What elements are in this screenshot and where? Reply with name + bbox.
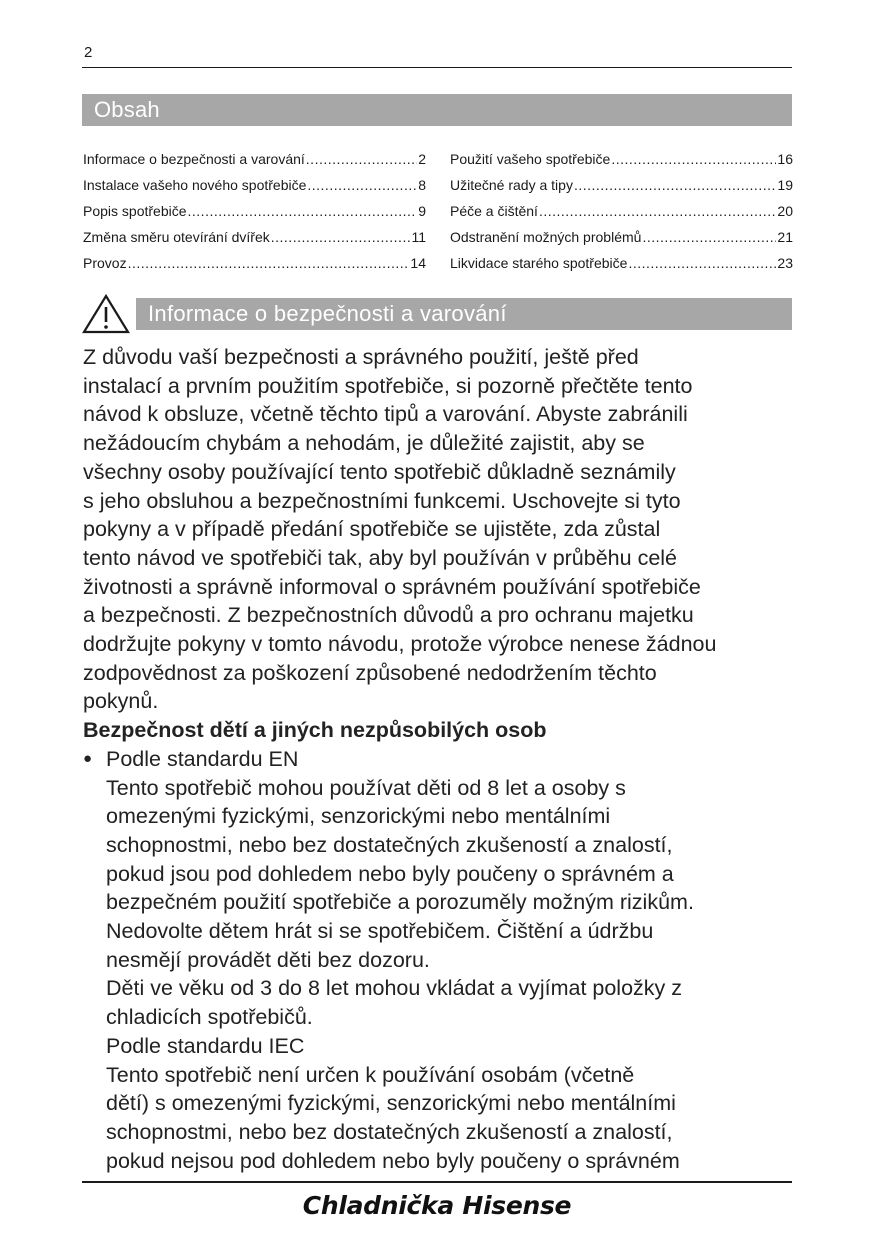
bullet-line: schopnostmi, nebo bez dostatečných zkušeností a znalostí, [106, 1119, 673, 1144]
toc-entry-page: 20 [777, 203, 793, 219]
intro-line: nežádoucím chybám a nehodám, je důležité zajistit, aby se [83, 431, 645, 456]
bullet-line: Děti ve věku od 3 do 8 let mohou vkládat a vyjímat položky z [106, 976, 683, 1001]
toc-entry-title: Použití vašeho spotřebiče [450, 151, 611, 167]
intro-line: všechny osoby používající tento spotřebič důkladně seznámily [83, 459, 676, 484]
toc-entry-page: 14 [410, 255, 426, 271]
intro-line: pokynů. [83, 689, 159, 714]
intro-line: tento návod ve spotřebiči tak, aby byl používán v průběhu celé [83, 545, 678, 570]
toc-entry-title: Změna směru otevírání dvířek [83, 229, 270, 245]
bullet-line: pokud nejsou pod dohledem nebo byly poučeny o správném [106, 1148, 680, 1173]
bullet-line: Tento spotřebič není určen k používání osobám (včetně [106, 1062, 635, 1087]
toc-entry-title: Instalace vašeho nového spotřebiče [83, 177, 307, 193]
toc-entry[interactable] [83, 224, 426, 250]
intro-line: životnosti a správně informoval o správném používání spotřebiče [83, 574, 701, 599]
toc-entry[interactable] [450, 146, 793, 172]
toc-entry-title: Popis spotřebiče [83, 203, 187, 219]
bullet-line: Tento spotřebič mohou používat děti od 8 let a osoby s [106, 775, 626, 800]
intro-line: návod k obsluze, včetně těchto tipů a varování. Abyste zabránili [83, 402, 688, 427]
toc-entry-page: 21 [777, 229, 793, 245]
toc-entry-title: Užitečné rady a tipy [450, 177, 573, 193]
warning-triangle-icon [82, 294, 130, 334]
safety-heading-bar [136, 298, 792, 330]
intro-line: dodržujte pokyny v tomto návodu, protože výrobce nenese žádnou [83, 632, 717, 657]
toc-leader-dots [628, 250, 776, 276]
toc-entry-page: 23 [777, 255, 793, 271]
bullet-line: chladicích spotřebičů. [106, 1005, 313, 1030]
toc-entry[interactable] [450, 172, 793, 198]
toc-heading-bar [82, 94, 792, 126]
toc-leader-dots [271, 224, 411, 250]
intro-line: a bezpečnosti. Z bezpečnostních důvodů a pro ochranu majetku [83, 603, 694, 628]
toc-entry[interactable] [83, 172, 426, 198]
toc-entry-page: 16 [777, 151, 793, 167]
safety-heading: Informace o bezpečnosti a varování [148, 301, 507, 326]
toc-entry-page: 2 [418, 151, 426, 167]
bullet-line: dětí) s omezenými fyzickými, senzorickými nebo mentálními [106, 1091, 676, 1116]
toc-entry-title: Provoz [83, 255, 127, 271]
toc-entry[interactable] [83, 198, 426, 224]
bullet-line: Podle standardu IEC [106, 1033, 305, 1058]
toc-leader-dots [306, 146, 417, 172]
toc-entry[interactable] [450, 198, 793, 224]
footer-divider [82, 1181, 792, 1183]
toc-leader-dots [611, 146, 776, 172]
toc-leader-dots [128, 250, 410, 276]
intro-line: pokyny a v případě předání spotřebiče se ujistěte, zda zůstal [83, 517, 661, 542]
toc-entry-title: Likvidace starého spotřebiče [450, 255, 628, 271]
toc-entry[interactable] [83, 146, 426, 172]
intro-line: instalací a prvním použitím spotřebiče, si pozorně přečtěte tento [83, 373, 693, 398]
bullet-line: schopnostmi, nebo bez dostatečných zkušeností a znalostí, [106, 832, 673, 857]
bullet-icon: ● [83, 749, 93, 767]
toc-entry-page: 9 [418, 203, 426, 219]
header-divider [82, 67, 792, 68]
toc-left-column [83, 146, 426, 276]
footer-brand: Chladnička Hisense [302, 1191, 572, 1220]
toc-right-column [450, 146, 793, 276]
bullet-line: bezpečném použití spotřebiče a porozuměly možným rizikům. [106, 890, 694, 915]
toc-entry[interactable] [450, 250, 793, 276]
toc-leader-dots [574, 172, 776, 198]
bullet-line: Podle standardu EN [106, 746, 299, 771]
intro-line: s jeho obsluhou a bezpečnostními funkcemi. Uschovejte si tyto [83, 488, 681, 513]
toc-leader-dots [188, 198, 418, 224]
bullet-line: Nedovolte dětem hrát si se spotřebičem. Čištění a údržbu [106, 919, 654, 944]
toc-entry[interactable] [83, 250, 426, 276]
toc-entry-title: Péče a čištění [450, 203, 538, 219]
safety-body [83, 343, 803, 1175]
bullet-item [83, 745, 803, 774]
intro-line: Z důvodu vaší bezpečnosti a správného použití, ještě před [83, 345, 639, 369]
bullet-line: pokud jsou pod dohledem nebo byly poučeny o správném a [106, 861, 674, 886]
page-number: 2 [84, 44, 93, 61]
toc-entry-page: 11 [411, 229, 426, 245]
toc-entry-title: Odstranění možných problémů [450, 229, 642, 245]
bullet-line: nesmějí provádět děti bez dozoru. [106, 947, 430, 972]
toc-heading: Obsah [94, 97, 160, 122]
toc-leader-dots [642, 224, 776, 250]
toc-entry-title: Informace o bezpečnosti a varování [83, 151, 305, 167]
toc-leader-dots [539, 198, 776, 224]
child-safety-heading: Bezpečnost dětí a jiných nezpůsobilých osob [83, 718, 547, 743]
toc-entry-page: 19 [777, 177, 793, 193]
toc-entry[interactable] [450, 224, 793, 250]
bullet-line: omezenými fyzickými, senzorickými nebo mentálními [106, 804, 611, 829]
intro-line: zodpovědnost za poškození způsobené nedodržením těchto [83, 660, 657, 685]
toc-entry-page: 8 [418, 177, 426, 193]
toc-leader-dots [307, 172, 417, 198]
